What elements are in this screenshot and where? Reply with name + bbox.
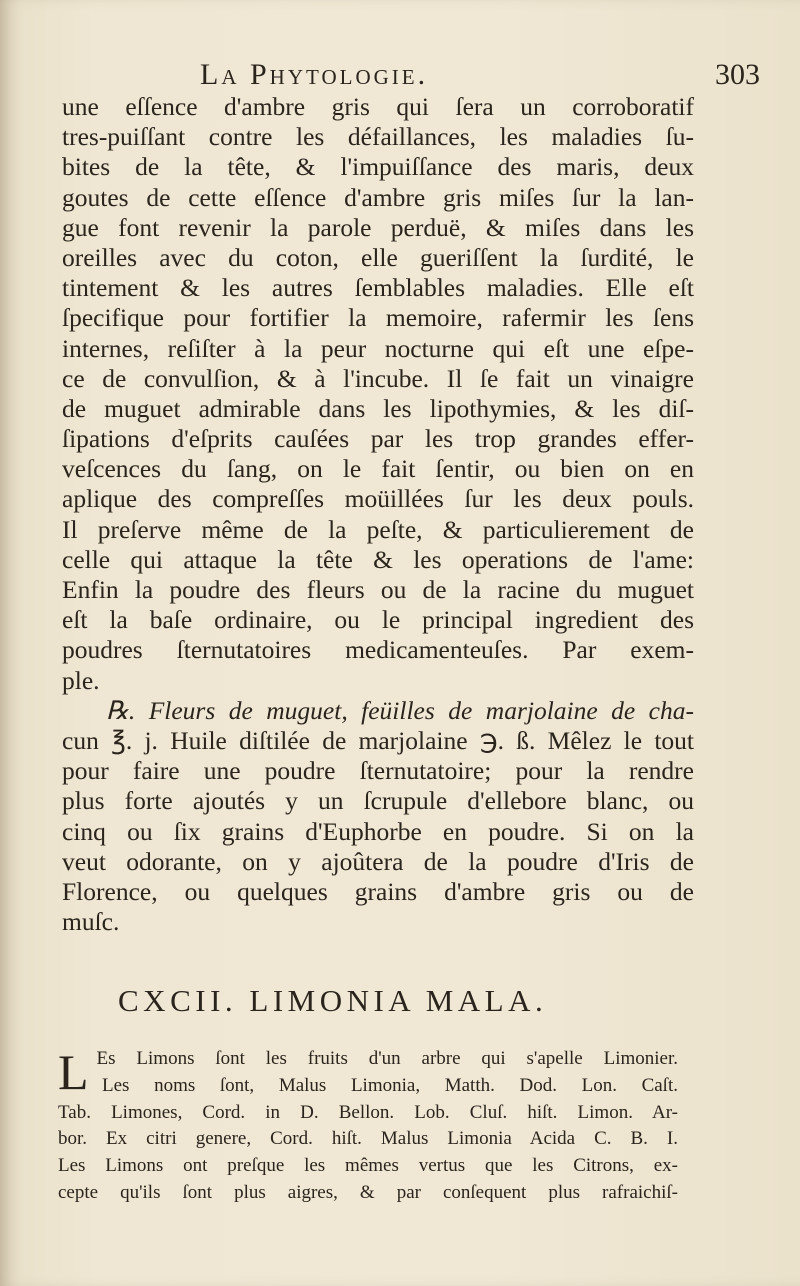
- section-line: Les noms ſont, Malus Limonia, Matth. Dod. Lon. Caſt.: [102, 1074, 678, 1096]
- section-text-block: [58, 1046, 678, 1207]
- main-text-block: [62, 92, 694, 937]
- section-line: bor. Ex citri genere, Cord. hiſt. Malus Limonia Acida C. B. I.: [58, 1128, 678, 1150]
- text-line: goutes de cette eſſence d'ambre gris miſes ſur la lan-: [62, 182, 694, 212]
- section-line: Es Limons ſont les fruits d'un arbre qui s'apelle Limonier.: [96, 1048, 678, 1069]
- text-line: aplique des compreſſes moüillées ſur les deux pouls.: [62, 484, 694, 514]
- recipe-line: Florence, ou quelques grains d'ambre gris ou de: [62, 876, 694, 906]
- text-line: de muguet admirable dans les lipothymies, & les diſ-: [62, 393, 694, 423]
- text-line: bites de la tête, & l'impuiſſance des maris, deux: [62, 152, 694, 182]
- text-line: une eſſence d'ambre gris qui ſera un corroboratif: [62, 92, 694, 121]
- text-line: tres-puiſſant contre les défaillances, les maladies ſu-: [62, 122, 694, 152]
- text-line: ce de convulſion, & à l'incube. Il ſe fait un vinaigre: [62, 363, 694, 393]
- recipe-line: muſc.: [62, 907, 120, 937]
- running-title: La Phytologie.: [200, 58, 429, 91]
- text-line: ſipations d'eſprits cauſées par les trop grandes effer-: [62, 424, 694, 454]
- recipe-line: pour faire une poudre ſternutatoire; pour la rendre: [62, 756, 694, 786]
- text-line: veſcences du ſang, on le fait ſentir, ou bien on en: [62, 454, 694, 484]
- recipe-line: veut odorante, on y ajoûtera de la poudre d'Iris de: [62, 846, 694, 876]
- text-line: poudres ſternutatoires medicamenteuſes. Par exem-: [62, 635, 694, 665]
- text-line: ple.: [62, 665, 100, 695]
- text-line: oreilles avec du coton, elle gueriſſent la ſurdité, le: [62, 242, 694, 272]
- text-line: gue font revenir la parole perduë, & miſes dans les: [62, 212, 694, 242]
- text-line: tintement & les autres ſemblables maladies. Elle eſt: [62, 273, 694, 303]
- section-line: Les Limons ont preſque les mêmes vertus que les Citrons, ex-: [58, 1155, 678, 1177]
- text-line: Il preſerve même de la peſte, & particulierement de: [62, 514, 694, 544]
- text-line: eſt la baſe ordinaire, ou le principal ingredient des: [62, 605, 694, 635]
- section-heading: CXCII. LIMONIA MALA.: [118, 983, 548, 1018]
- recipe-line: cun ℥. j. Huile diſtilée de marjolaine ℈. ß. Mêlez le tout: [62, 725, 694, 755]
- recipe-line: cinq ou ſix grains d'Euphorbe en poudre. Si on la: [62, 816, 694, 846]
- page-number: 303: [715, 58, 760, 91]
- recipe-line: plus forte ajoutés y un ſcrupule d'ellebore blanc, ou: [62, 786, 694, 816]
- text-line: ſpecifique pour fortifier la memoire, rafermir les ſens: [62, 303, 694, 333]
- text-line: Enfin la poudre des fleurs ou de la racine du muguet: [62, 575, 694, 604]
- recipe-paragraph: [62, 696, 694, 938]
- drop-cap: L: [58, 1044, 89, 1100]
- section-line: cepte qu'ils ſont plus aigres, & par conſequent plus rafraichiſ-: [58, 1181, 678, 1203]
- text-line: celle qui attaque la tête & les operations de l'ame:: [62, 544, 694, 574]
- recipe-line: ℞. Fleurs de muguet, feüilles de marjolaine de cha-: [106, 695, 694, 725]
- section-line: Tab. Limones, Cord. in D. Bellon. Lob. Cluſ. hiſt. Limon. Ar-: [58, 1101, 678, 1123]
- text-line: internes, reſiſter à la peur nocturne qui eſt une eſpe-: [62, 333, 694, 363]
